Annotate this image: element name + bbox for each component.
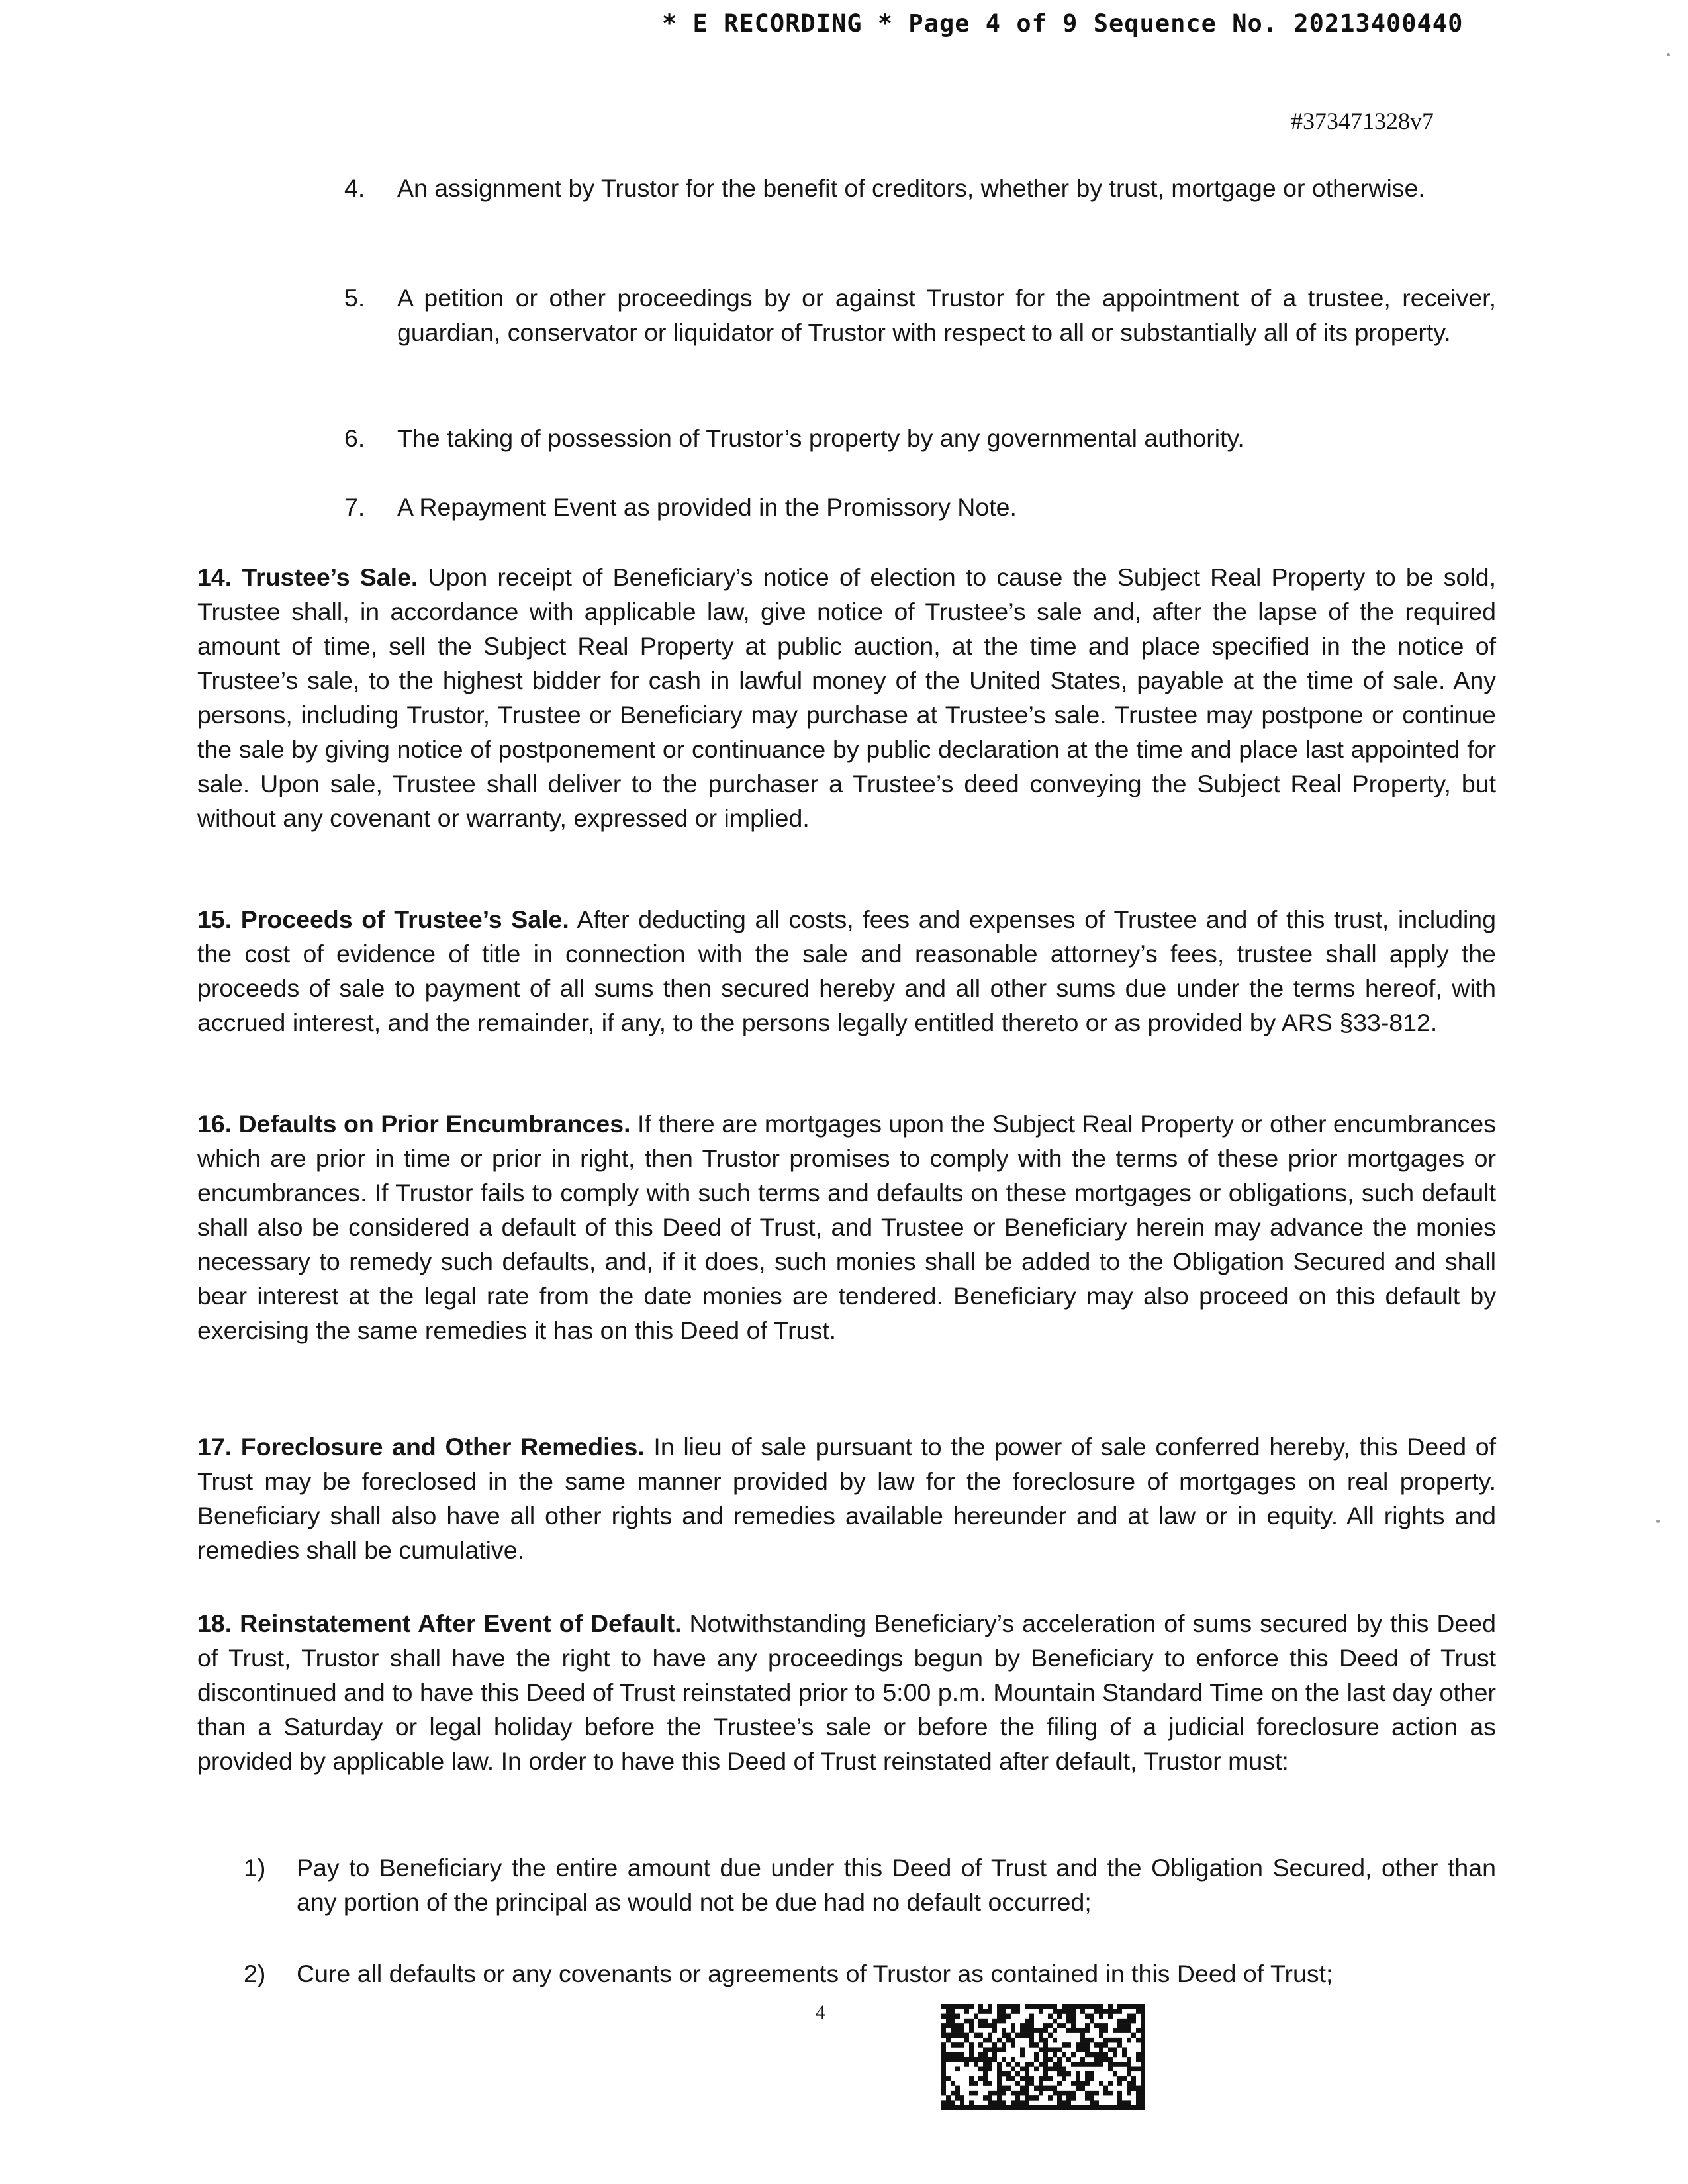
list-item-text: An assignment by Trustor for the benefit of creditors, whether by trust, mortgage or otherwise. xyxy=(397,174,1425,202)
sub-list-item xyxy=(244,1956,1496,1991)
recording-header: * E RECORDING * Page 4 of 9 Sequence No. 20213400440 xyxy=(662,9,1464,38)
list-item-number: 6. xyxy=(344,424,365,452)
sub-list-item-number: 1) xyxy=(244,1854,266,1882)
list-item xyxy=(344,421,1496,455)
list-item xyxy=(344,281,1496,349)
section-heading: 14. Trustee’s Sale. xyxy=(197,563,418,591)
section-14-trustees-sale xyxy=(197,560,1496,835)
list-item-number: 7. xyxy=(344,493,365,521)
recording-barcode-image xyxy=(941,2004,1145,2110)
section-text: Upon receipt of Beneficiary’s notice of election to cause the Subject Real Property to be sold, Trustee shall, in accordance with applicable law, give notice of Trustee’s sale and, after the lapse of the required amount of time, sell the Subject Real Property at public auction, at the time and place specified in the notice of Trustee’s sale, to the highest bidder for cash in lawful money of the United States, payable at the time of sale. Any persons, including Trustor, Trustee or Beneficiary may purchase at Trustee’s sale. Trustee may postpone or continue the sale by giving notice of postponement or continuance by public declaration at the time and place last appointed for sale. Upon sale, Trustee shall deliver to the purchaser a Trustee’s deed conveying the Subject Real Property, but without any covenant or warranty, expressed or implied. xyxy=(197,563,1496,832)
list-item-text: The taking of possession of Trustor’s property by any governmental authority. xyxy=(397,424,1244,452)
list-item-number: 5. xyxy=(344,284,365,312)
section-heading: 17. Foreclosure and Other Remedies. xyxy=(197,1433,645,1461)
section-heading: 18. Reinstatement After Event of Default. xyxy=(197,1610,682,1637)
sub-list-item xyxy=(244,1850,1496,1919)
sub-list-item-text: Pay to Beneficiary the entire amount due under this Deed of Trust and the Obligation Secured, other than any portion of the principal as would not be due had no default occurred; xyxy=(297,1854,1496,1916)
scan-speck xyxy=(1656,1520,1660,1523)
section-18-reinstatement xyxy=(197,1606,1496,1778)
document-id: #373471328v7 xyxy=(1291,108,1434,134)
page-number: 4 xyxy=(816,2001,825,2023)
section-heading: 15. Proceeds of Trustee’s Sale. xyxy=(197,905,569,933)
section-17-foreclosure xyxy=(197,1430,1496,1567)
section-text: In lieu of sale pursuant to the power of sale conferred hereby, this Deed of Trust may be foreclosed in the same manner provided by law for the foreclosure of mortgages on real property. Beneficiary shall also have all other rights and remedies available hereunder and at law or in equity. All rights and remedies shall be cumulative. xyxy=(197,1433,1496,1564)
section-heading: 16. Defaults on Prior Encumbrances. xyxy=(197,1110,631,1138)
sub-list-item-text: Cure all defaults or any covenants or agreements of Trustor as contained in this Deed of Trust; xyxy=(297,1960,1333,1987)
list-item-text: A Repayment Event as provided in the Promissory Note. xyxy=(397,493,1017,521)
list-item-number: 4. xyxy=(344,174,365,202)
scan-speck xyxy=(1667,53,1670,56)
list-item xyxy=(344,490,1496,524)
section-15-proceeds xyxy=(197,902,1496,1040)
sub-list-item-number: 2) xyxy=(244,1960,266,1987)
list-item xyxy=(344,171,1496,205)
list-item-text: A petition or other proceedings by or against Trustor for the appointment of a trustee, receiver, guardian, conservator or liquidator of Trustor with respect to all or substantially all of its property. xyxy=(397,284,1496,346)
section-text: Notwithstanding Beneficiary’s acceleration of sums secured by this Deed of Trust, Trustor shall have the right to have any proceedings begun by Beneficiary to enforce this Deed of Trust discontinued and to have this Deed of Trust reinstated prior to 5:00 p.m. Mountain Standard Time on the last day other than a Saturday or legal holiday before the Trustee’s sale or before the filing of a judicial foreclosure action as provided by applicable law. In order to have this Deed of Trust reinstated after default, Trustor must: xyxy=(197,1610,1497,1775)
section-text: After deducting all costs, fees and expenses of Trustee and of this trust, including the cost of evidence of title in connection with the sale and reasonable attorney’s fees, trustee shall apply the proceeds of sale to payment of all sums then secured hereby and all other sums due under the terms hereof, with accrued interest, and the remainder, if any, to the persons legally entitled thereto or as provided by ARS §33-812. xyxy=(197,905,1496,1036)
section-16-prior-encumbrances xyxy=(197,1107,1496,1347)
section-text: If there are mortgages upon the Subject Real Property or other encumbrances which are prior in time or prior in right, then Trustor promises to comply with the terms of these prior mortgages or encumbrances. If Trustor fails to comply with such terms and defaults on these mortgages or obligations, such default shall also be considered a default of this Deed of Trust, and Trustee or Beneficiary herein may advance the monies necessary to remedy such defaults, and, if it does, such monies shall be added to the Obligation Secured and shall bear interest at the legal rate from the date monies are tendered. Beneficiary may also proceed on this default by exercising the same remedies it has on this Deed of Trust. xyxy=(197,1110,1496,1344)
